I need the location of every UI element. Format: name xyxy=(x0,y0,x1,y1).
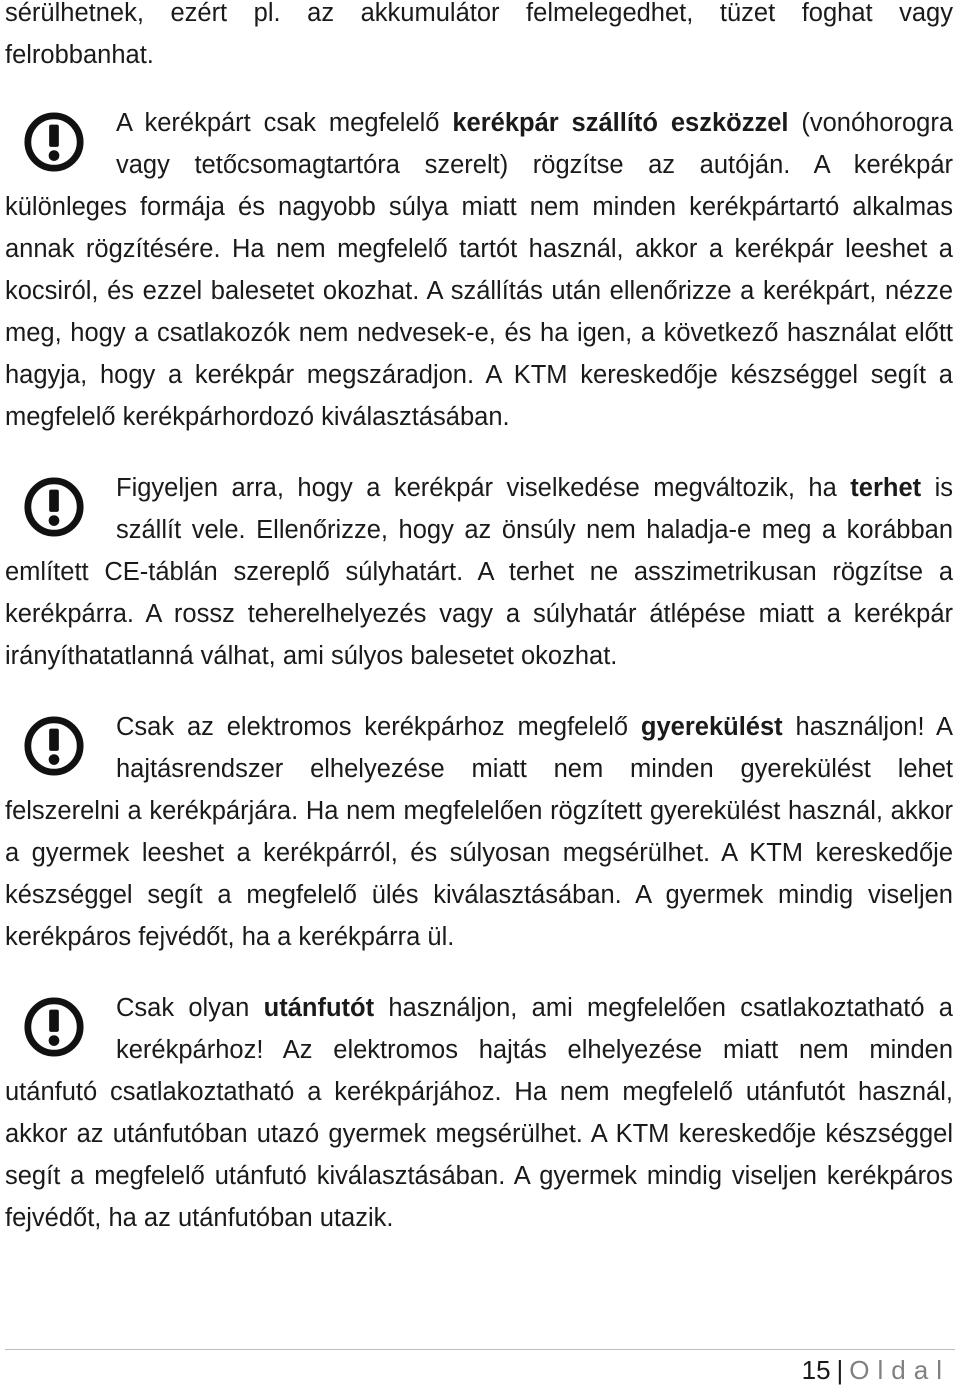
warning-paragraph-load xyxy=(5,467,953,677)
warning-paragraph-bike-carrier xyxy=(5,102,953,438)
footer-divider xyxy=(5,1349,955,1350)
warning-emphasis: terhet xyxy=(850,474,922,502)
warning-emphasis: gyerekülést xyxy=(640,713,783,741)
warning-text-after: használjon, ami megfelelően csatlakoztatható a kerékpárhoz! Az elektromos hajtás elhelyezése miatt nem minden utánfutó csatlakoztatható a kerékpárjához. Ha nem megfelelő utánfutót használ, akkor az utánfutóban utazó gyermek megsérülhet. A KTM kereskedője készséggel segít a megfelelő utánfutó kiválasztásában. A gyermek mindig viseljen kerékpáros fejvédőt, ha az utánfutóban utazik. xyxy=(5,994,953,1232)
warning-exclamation-icon xyxy=(5,987,110,1065)
warning-exclamation-icon xyxy=(5,102,110,180)
warning-exclamation-icon xyxy=(5,706,110,784)
warning-text-after: is szállít vele. Ellenőrizze, hogy az önsúly nem haladja-e meg a korábban említett CE-táblán szereplő súlyhatárt. A terhet ne asszimetrikusan rögzítse a kerékpárra. A rossz teherelhelyezés vagy a súlyhatár átlépése miatt a kerékpár irányíthatatlanná válhat, ami súlyos balesetet okozhat. xyxy=(5,474,954,670)
footer-separator: | xyxy=(836,1355,844,1385)
warning-text-after: (vonóhorogra vagy tetőcsomagtartóra szerelt) rögzítse az autóján. A kerékpár különleges formája és nagyobb súlya miatt nem minden kerékpártartó alkalmas annak rögzítésére. Ha nem megfelelő tartót használ, akkor a kerékpár leeshet a kocsiról, és ezzel balesetet okozhat. A szállítás után ellenőrizze a kerékpárt, nézze meg, hogy a csatlakozók nem nedvesek-e, és ha igen, a következő használat előtt hagyja, hogy a kerékpár megszáradjon. A KTM kereskedője készséggel segít a megfelelő kerékpárhordozó kiválasztásában. xyxy=(5,109,954,431)
warning-paragraph-child-seat xyxy=(5,706,953,958)
warning-paragraph-trailer xyxy=(5,987,953,1239)
warning-exclamation-icon xyxy=(5,467,110,545)
warning-text-after: használjon! A hajtásrendszer elhelyezése miatt nem minden gyerekülést lehet felszerelni a kerékpárjára. Ha nem megfelelően rögzített gyerekülést használ, akkor a gyermek leeshet a kerékpárról, és súlyosan megsérülhet. A KTM kereskedője készséggel segít a megfelelő ülés kiválasztásában. A gyermek mindig viseljen kerékpáros fejvédőt, ha a kerékpárra ül. xyxy=(5,713,953,951)
warning-text-before: Csak olyan xyxy=(116,994,264,1022)
intro-paragraph xyxy=(5,0,953,76)
page-label: Oldal xyxy=(849,1355,950,1385)
warning-emphasis: utánfutót xyxy=(263,994,375,1022)
warning-text-before: A kerékpárt csak megfelelő xyxy=(116,109,453,137)
page-number: 15 xyxy=(801,1355,831,1385)
warning-emphasis: kerékpár szállító eszközzel xyxy=(452,109,789,137)
page-footer xyxy=(802,1354,950,1386)
warning-text-before: Csak az elektromos kerékpárhoz megfelelő xyxy=(116,713,641,741)
warning-text-before: Figyeljen arra, hogy a kerékpár viselkedése megváltozik, ha xyxy=(116,474,851,502)
intro-text: sérülhetnek, ezért pl. az akkumulátor felmelegedhet, tüzet foghat vagy felrobbanhat. xyxy=(5,0,953,69)
